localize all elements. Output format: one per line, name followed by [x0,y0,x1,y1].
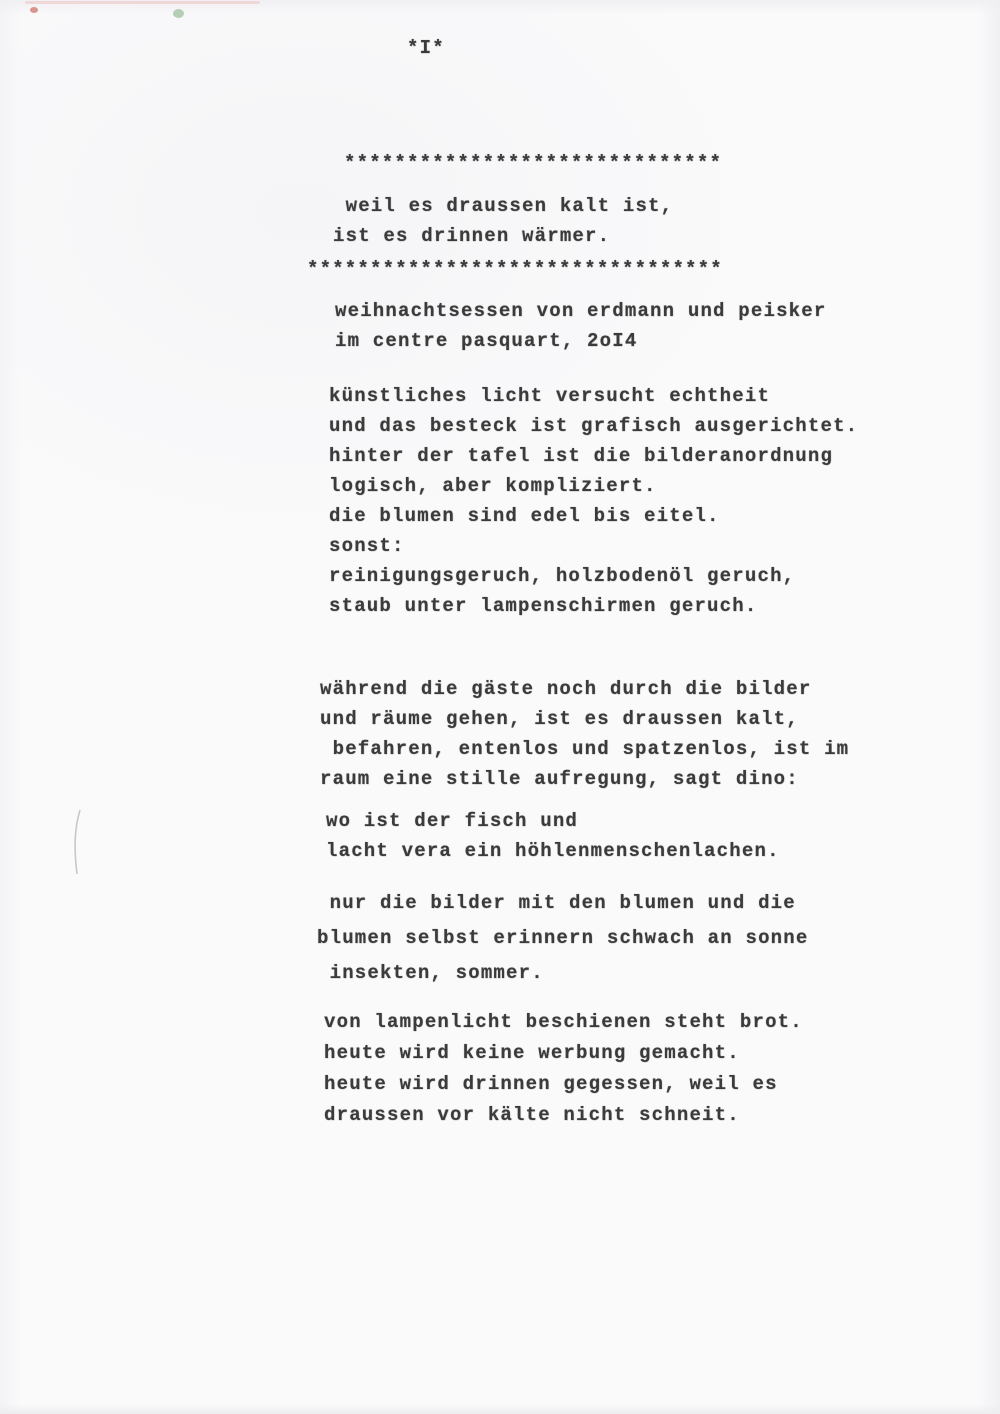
stanza-dedication [335,296,826,356]
poem-line: und räume gehen, ist es draussen kalt, [320,708,799,730]
poem-line: heute wird drinnen gegessen, weil es [324,1073,778,1095]
poem-line: raum eine stille aufregung, sagt dino: [320,768,799,790]
poem-line: und das besteck ist grafisch ausgerichtet. [329,415,859,437]
poem-line: staub unter lampenschirmen geruch. [329,595,758,617]
poem-line: reinigungsgeruch, holzbodenöl geruch, [329,565,796,587]
stanza-final [324,1007,803,1131]
poem-line: ist es drinnen wärmer. [333,225,611,247]
poem-line: weil es draussen kalt ist, [333,195,674,217]
stanza-guests [320,674,849,794]
divider-top: ****************************** [344,152,723,174]
poem-line: nur die bilder mit den blumen und die [317,892,796,914]
poem-line: hinter der tafel ist die bilderanordnung [329,445,834,467]
stanza-fisch [326,806,780,866]
poem-line: von lampenlicht beschienen steht brot. [324,1011,803,1033]
stanza-blumen [317,886,808,991]
divider-bottom: ********************************* [307,258,723,280]
poem-line: sonst: [329,535,405,557]
poem-line: logisch, aber kompliziert. [329,475,657,497]
poem-line: während die gäste noch durch die bilder [320,678,812,700]
poem-line: blumen selbst erinnern schwach an sonne [317,927,809,949]
poem-line: künstliches licht versucht echtheit [329,385,771,407]
stanza-description [329,381,858,621]
poem-line: im centre pasquart, 2oI4 [335,330,638,352]
poem-line: lacht vera ein höhlenmenschenlachen. [326,840,780,862]
poem-line: wo ist der fisch und [326,810,579,832]
poem-line: draussen vor kälte nicht schneit. [324,1104,740,1126]
scan-speck-red [30,7,38,13]
pencil-mark-artifact [68,808,98,878]
page-number: *I* [407,37,445,59]
poem-line: heute wird keine werbung gemacht. [324,1042,740,1064]
poem-line: weihnachtsessen von erdmann und peisker [335,300,827,322]
scan-streak-artifact [25,1,260,4]
poem-line: die blumen sind edel bis eitel. [329,505,720,527]
poem-line: befahren, entenlos und spatzenlos, ist im [320,738,850,760]
poem-line: insekten, sommer. [317,962,544,984]
epigraph [333,191,673,251]
scan-speck-green [173,9,184,18]
